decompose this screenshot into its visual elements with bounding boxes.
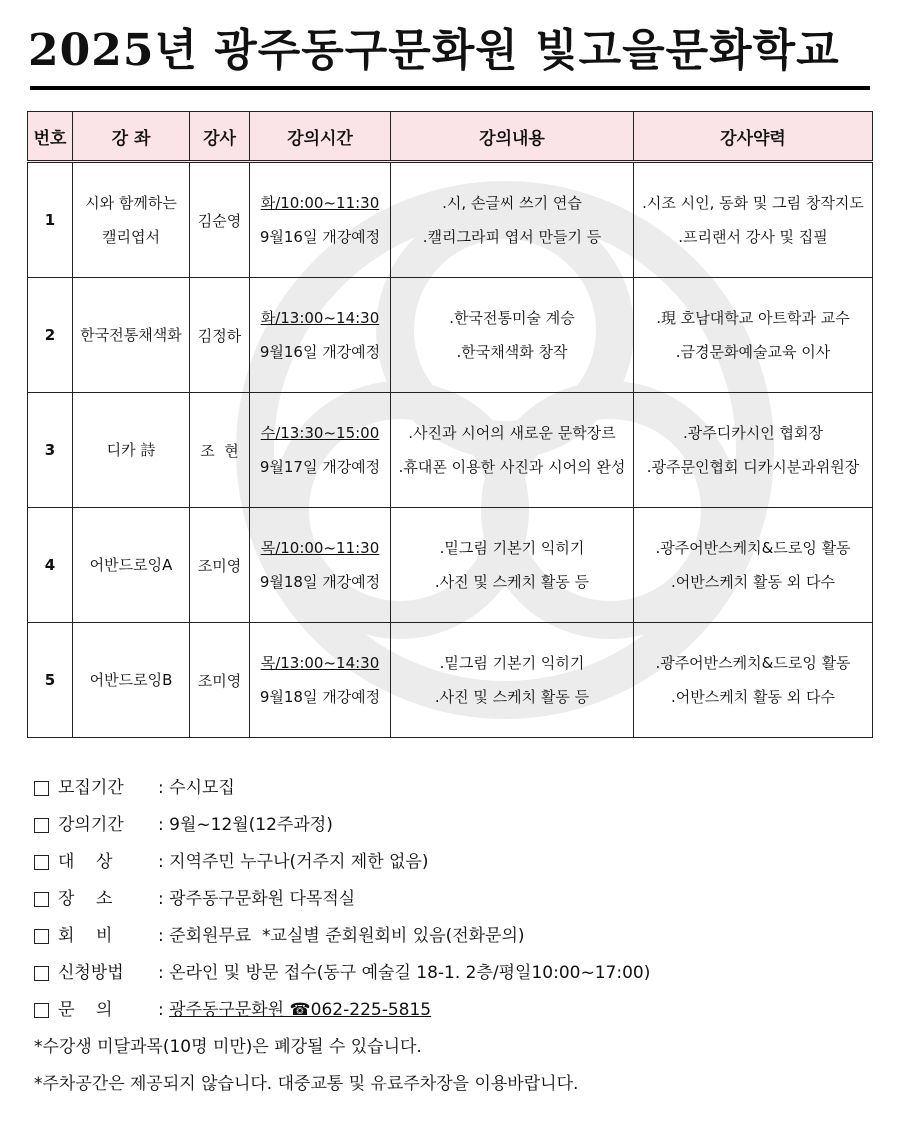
lecture-time-slot: 화/10:00~11:30 xyxy=(260,194,380,212)
table-row xyxy=(28,162,873,278)
note-label: 대 상 xyxy=(58,852,113,872)
note-label: 회 비 xyxy=(58,926,113,946)
lecture-content xyxy=(391,162,634,278)
lecture-time-slot: 화/13:00~14:30 xyxy=(260,309,380,327)
note-label: 모집기간 xyxy=(58,778,124,798)
note-colon: : xyxy=(158,1000,170,1020)
career-line: .금경문화예술교육 이사 xyxy=(675,343,831,361)
note-value: 지역주민 누구나(거주지 제한 없음) xyxy=(169,852,429,872)
note-colon: : xyxy=(158,778,170,798)
course-name-line: 캘리엽서 xyxy=(102,228,160,246)
note-target xyxy=(34,852,650,889)
note-value: 9월~12월(12주과정) xyxy=(169,815,333,835)
lecture-content xyxy=(391,278,634,393)
content-line: .밑그림 기본기 익히기 xyxy=(439,539,585,557)
note-value: 준회원무료 *교실별 준회원회비 있음(전화문의) xyxy=(169,926,525,946)
note-fee xyxy=(34,926,650,963)
checkbox-square-icon xyxy=(34,929,49,944)
note-value: 수시모집 xyxy=(169,778,235,798)
lecture-time-slot: 목/13:00~14:30 xyxy=(260,654,380,672)
row-number: 5 xyxy=(28,623,73,738)
header-career: 강사약력 xyxy=(634,112,873,162)
course-name-line: 어반드로잉A xyxy=(89,556,173,574)
content-line: .캘리그라피 엽서 만들기 등 xyxy=(422,228,602,246)
table-header-row xyxy=(28,112,873,162)
inquiry-contact-link[interactable]: 광주동구문화원 ☎062-225-5815 xyxy=(169,1000,432,1020)
checkbox-square-icon xyxy=(34,1003,49,1018)
footnote-cancellation: *수강생 미달과목(10명 미만)은 폐강될 수 있습니다. xyxy=(34,1037,422,1057)
note-label: 강의기간 xyxy=(58,815,124,835)
career-line: .광주어반스케치&드로잉 활동 xyxy=(655,539,851,557)
content-line: .한국전통미술 계승 xyxy=(449,309,575,327)
career-line: .광주디카시인 협회장 xyxy=(683,424,823,442)
note-recruit-period xyxy=(34,778,650,815)
teacher-name: 조 현 xyxy=(190,393,250,508)
lecture-start-date: 9월16일 개강예정 xyxy=(259,343,381,361)
table-row xyxy=(28,278,873,393)
note-value: 온라인 및 방문 접수(동구 예술길 18-1. 2층/평일10:00~17:00) xyxy=(169,963,651,983)
note-colon: : xyxy=(158,889,170,909)
note-colon: : xyxy=(158,963,170,983)
page-title: 2025년 광주동구문화원 빛고을문화학교 xyxy=(28,25,840,76)
note-value: 광주동구문화원 다목적실 xyxy=(169,889,356,909)
note-location xyxy=(34,889,650,926)
checkbox-square-icon xyxy=(34,892,49,907)
course-name xyxy=(73,278,190,393)
career-line: .現 호남대학교 아트학과 교수 xyxy=(656,309,850,327)
course-name-line: 시와 함께하는 xyxy=(85,194,177,212)
checkbox-square-icon xyxy=(34,818,49,833)
header-teacher: 강사 xyxy=(190,112,250,162)
note-label: 장 소 xyxy=(58,889,113,909)
content-line: .사진 및 스케치 활동 등 xyxy=(434,688,590,706)
row-number: 3 xyxy=(28,393,73,508)
career-line: .시조 시인, 동화 및 그림 창작지도 xyxy=(642,194,864,212)
course-table xyxy=(27,111,873,738)
note-colon: : xyxy=(158,926,170,946)
footnote-parking: *주차공간은 제공되지 않습니다. 대중교통 및 유료주차장을 이용바랍니다. xyxy=(34,1074,579,1094)
header-time: 강의시간 xyxy=(250,112,391,162)
note-label: 신청방법 xyxy=(58,963,124,983)
course-name-line: 어반드로잉B xyxy=(89,671,173,689)
career-line: .프리랜서 강사 및 집필 xyxy=(678,228,828,246)
content-line: .사진 및 스케치 활동 등 xyxy=(434,573,590,591)
header-no: 번호 xyxy=(28,112,73,162)
course-name-line: 디카 詩 xyxy=(106,441,156,459)
info-notes xyxy=(34,778,650,1111)
content-line: .한국채색화 창작 xyxy=(456,343,568,361)
note-apply-method xyxy=(34,963,650,1000)
teacher-name: 조미영 xyxy=(190,623,250,738)
title-underline xyxy=(30,86,870,90)
teacher-name: 김순영 xyxy=(190,162,250,278)
checkbox-square-icon xyxy=(34,966,49,981)
course-name-line: 한국전통채색화 xyxy=(80,326,182,344)
career-line: .어반스케치 활동 외 다수 xyxy=(671,573,835,591)
note-colon: : xyxy=(158,852,170,872)
lecture-time xyxy=(250,162,391,278)
course-name xyxy=(73,393,190,508)
lecture-time xyxy=(250,278,391,393)
table-row xyxy=(28,508,873,623)
career-line: .어반스케치 활동 외 다수 xyxy=(671,688,835,706)
course-name xyxy=(73,508,190,623)
note-inquiry xyxy=(34,1000,650,1037)
note-lecture-period xyxy=(34,815,650,852)
lecture-time xyxy=(250,393,391,508)
checkbox-square-icon xyxy=(34,855,49,870)
content-line: .밑그림 기본기 익히기 xyxy=(439,654,585,672)
teacher-name: 김정하 xyxy=(190,278,250,393)
lecture-content xyxy=(391,623,634,738)
lecture-time-slot: 목/10:00~11:30 xyxy=(260,539,380,557)
career-line: .광주문인협회 디카시분과위원장 xyxy=(646,458,860,476)
teacher-career xyxy=(634,162,873,278)
content-line: .휴대폰 이용한 사진과 시어의 완성 xyxy=(398,458,626,476)
teacher-career xyxy=(634,623,873,738)
teacher-career xyxy=(634,393,873,508)
course-name xyxy=(73,162,190,278)
note-label: 문 의 xyxy=(58,1000,113,1020)
table-row xyxy=(28,393,873,508)
lecture-start-date: 9월16일 개강예정 xyxy=(259,228,381,246)
note-colon: : xyxy=(158,815,170,835)
lecture-start-date: 9월18일 개강예정 xyxy=(259,573,381,591)
lecture-start-date: 9월17일 개강예정 xyxy=(259,458,381,476)
content-line: .사진과 시어의 새로운 문학장르 xyxy=(408,424,616,442)
row-number: 1 xyxy=(28,162,73,278)
row-number: 2 xyxy=(28,278,73,393)
career-line: .광주어반스케치&드로잉 활동 xyxy=(655,654,851,672)
teacher-name: 조미영 xyxy=(190,508,250,623)
lecture-start-date: 9월18일 개강예정 xyxy=(259,688,381,706)
lecture-content xyxy=(391,393,634,508)
teacher-career xyxy=(634,278,873,393)
lecture-time xyxy=(250,508,391,623)
course-name xyxy=(73,623,190,738)
checkbox-square-icon xyxy=(34,781,49,796)
header-content: 강의내용 xyxy=(391,112,634,162)
lecture-time xyxy=(250,623,391,738)
header-course: 강 좌 xyxy=(73,112,190,162)
lecture-content xyxy=(391,508,634,623)
content-line: .시, 손글씨 쓰기 연습 xyxy=(442,194,582,212)
lecture-time-slot: 수/13:30~15:00 xyxy=(260,424,380,442)
teacher-career xyxy=(634,508,873,623)
row-number: 4 xyxy=(28,508,73,623)
table-row xyxy=(28,623,873,738)
